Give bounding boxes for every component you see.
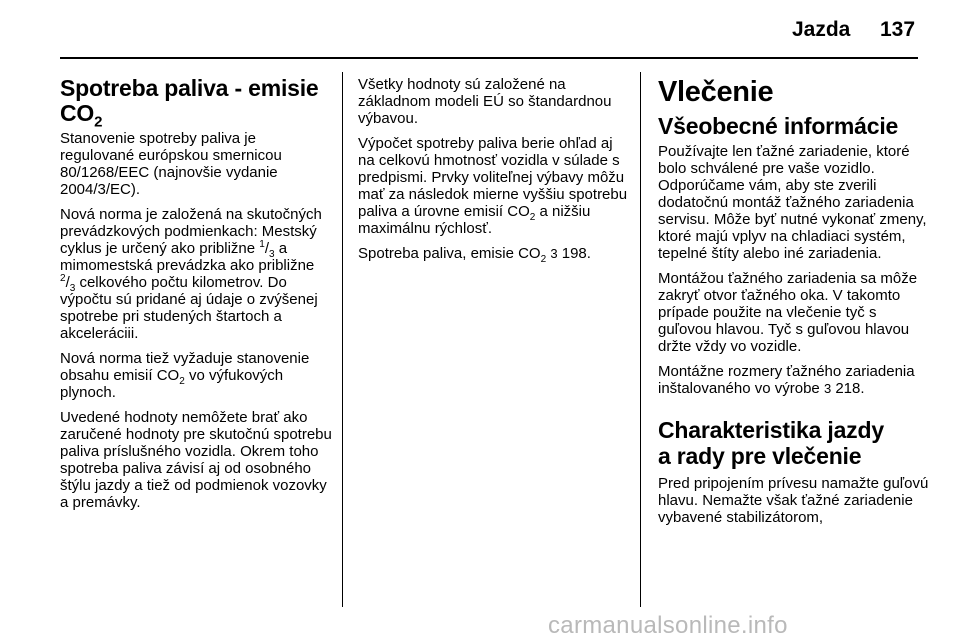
reference-arrow-icon: 3 xyxy=(823,381,832,396)
paragraph: Pred pripojením prívesu namažte guľovú hlavu. Nemažte však ťažné zariadenie vybavené stabilizátorom, xyxy=(658,475,929,526)
paragraph: Výpočet spotreby paliva berie ohľad aj na celkovú hmotnosť vozidla v súlade s predpismi. Prvky voliteľnej výbavy môžu mať za následok mierne vyššiu spotrebu paliva a úrovne emisií $CO_2$ a nižšiu maximálnu rýchlosť. xyxy=(358,135,628,237)
watermark: carmanualsonline.info xyxy=(548,612,788,639)
column-3 xyxy=(658,76,930,534)
page-reference-link[interactable]: 218. xyxy=(835,380,865,397)
column-2 xyxy=(358,76,630,270)
paragraph: Spotreba paliva, emisie $CO_2$ 3 198. xyxy=(358,245,591,265)
paragraph: Nová norma tiež vyžaduje stanovenie obsahu emisií $CO_2$ vo výfukových plynoch. xyxy=(60,350,310,401)
paragraph: Montážou ťažného zariadenia sa môže zakryť otvor ťažného oka. V takomto prípade použite na vlečenie tyč s guľovou hlavou. Tyč s guľovou hlavou držte vždy vo vozidle. xyxy=(658,270,918,355)
page-reference-link[interactable]: 198. xyxy=(561,245,591,262)
fuel-emissions-heading: Spotreba paliva - emisie $CO_2$ xyxy=(60,75,319,131)
driving-characteristics-heading: Charakteristika jazdy a rady pre vlečenie xyxy=(658,417,884,469)
column-divider-1 xyxy=(342,72,343,607)
paragraph: Nová norma je založená na skutočných prevádzkových podmienkach: Mestský cyklus je určený ako približne $^1/_3$ a mimomestská prevádzka ako približne $^2/_3$ celkového počtu kilometrov. Do výpočtu sú pridané aj údaje o zvýšenej spotrebe pri studených štartoch a akceleráciii. xyxy=(60,206,322,342)
page-header xyxy=(0,0,960,60)
general-info-heading: Všeobecné informácie xyxy=(658,113,899,139)
paragraph: Uvedené hodnoty nemôžete brať ako zaručené hodnoty pre skutočnú spotrebu paliva príslušného vozidla. Okrem toho spotreba paliva závisí aj od osobného štýlu jazdy a tiež od podmienok vozovky a premávky. xyxy=(60,409,332,511)
column-divider-2 xyxy=(640,72,641,607)
header-rule xyxy=(60,57,918,59)
column-1 xyxy=(60,76,332,519)
reference-arrow-icon: 3 xyxy=(550,246,558,261)
towing-title: Vlečenie xyxy=(658,76,774,108)
paragraph: Stanovenie spotreby paliva je regulované európskou smernicou 80/1268/EEC (najnovšie vydanie 2004/3/EC). xyxy=(60,130,282,198)
paragraph: Montážne rozmery ťažného zariadenia inštalovaného vo výrobe 3 218. xyxy=(658,363,915,397)
paragraph: Používajte len ťažné zariadenie, ktoré bolo schválené pre vaše vozidlo. Odporúčame vám, aby ste zverili dodatočnú montáž ťažného zariadenia servisu. Môže byť nutné vykonať zmeny, ktoré majú vplyv na chladiaci systém, tepelné štíty alebo iné zariadenia. xyxy=(658,143,927,262)
page-number: 137 xyxy=(880,18,916,41)
paragraph: Všetky hodnoty sú založené na základnom modeli EÚ so štandardnou výbavou. xyxy=(358,76,612,127)
section-title: Jazda xyxy=(792,18,851,41)
